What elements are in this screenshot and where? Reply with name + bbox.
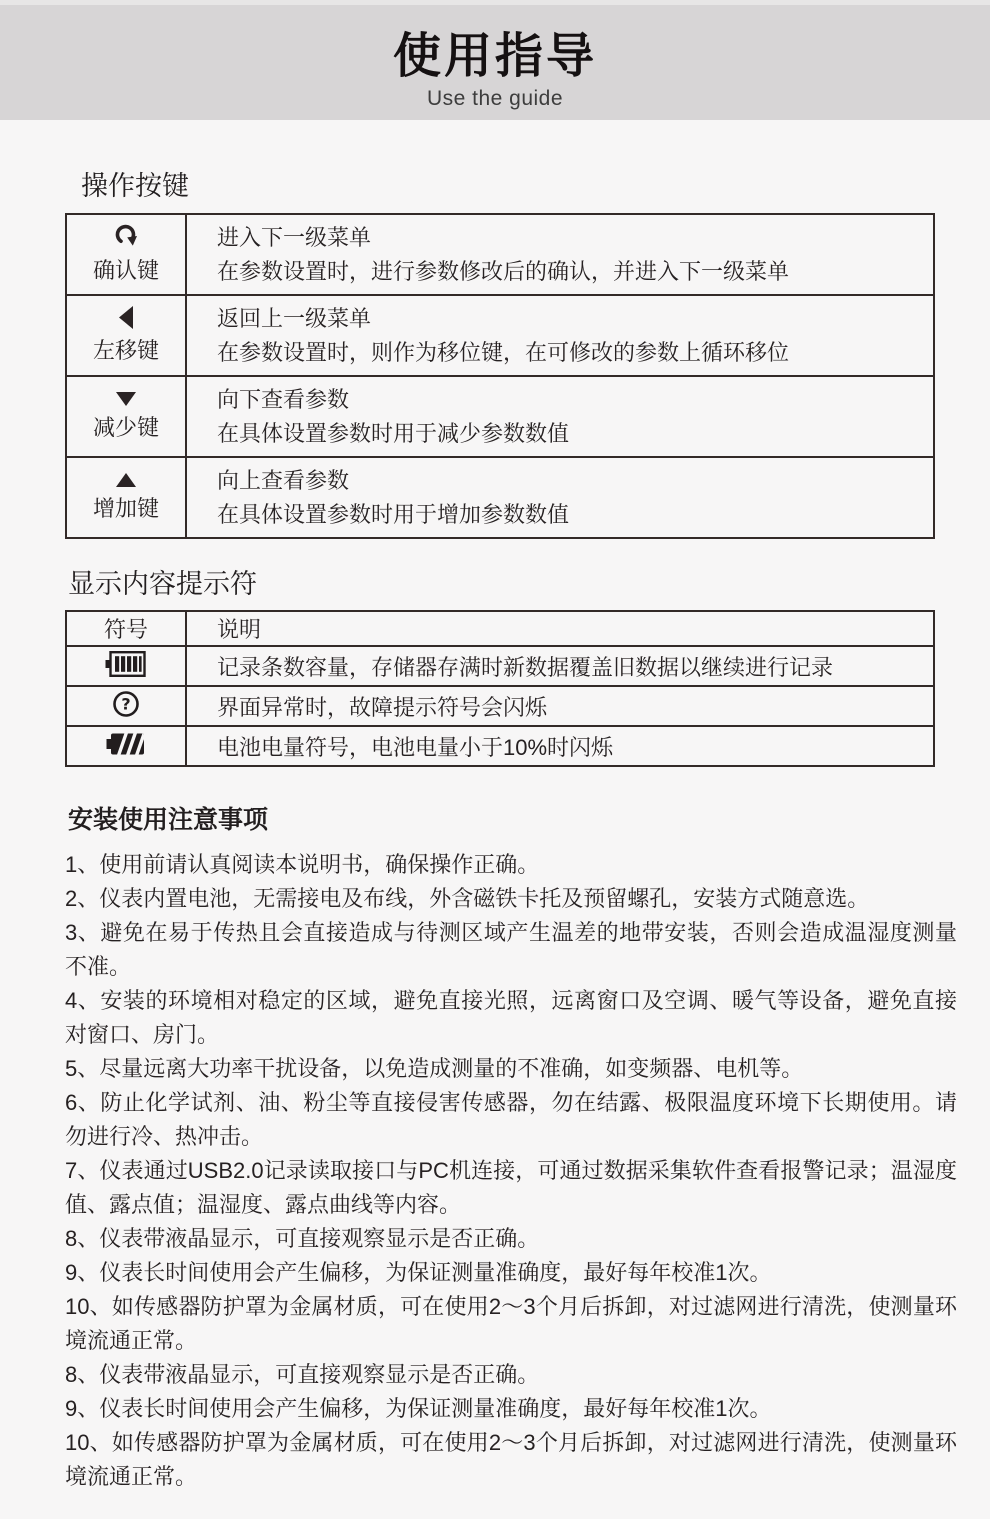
record-capacity-icon — [105, 650, 147, 678]
note-item: 5、尽量远离大功率干扰设备，以免造成测量的不准确，如变频器、电机等。 — [65, 1056, 804, 1081]
column-header-description: 说明 — [186, 611, 934, 646]
note-item: 9、仪表长时间使用会产生偏移，为保证测量准确度，最好每年校准1次。 — [65, 1396, 772, 1421]
section-heading-keys: 操作按键 — [81, 171, 189, 201]
down-arrow-icon — [116, 392, 136, 406]
key-label: 左移键 — [92, 338, 159, 363]
page-subtitle: Use the guide — [426, 87, 564, 110]
note-item: 7、仪表通过USB2.0记录读取接口与PC机连接，可通过数据采集软件查看报警记录；温湿度值、露点值；温湿度、露点曲线等内容。 — [65, 1158, 957, 1217]
key-desc-line: 在具体设置参数时用于减少参数数值 — [217, 420, 570, 446]
key-desc-line: 进入下一级菜单 — [217, 224, 372, 250]
note-item: 8、仪表带液晶显示，可直接观察显示是否正确。 — [65, 1362, 540, 1387]
note-item: 10、如传感器防护罩为金属材质，可在使用2～3个月后拆卸，对过滤网进行清洗，使测量环境流通正常。 — [65, 1430, 957, 1489]
symbol-description: 界面异常时，故障提示符号会闪烁 — [186, 686, 934, 726]
notes-list — [65, 848, 957, 1494]
note-item: 2、仪表内置电池，无需接电及布线，外含磁铁卡托及预留螺孔，安装方式随意选。 — [65, 886, 870, 911]
key-label: 增加键 — [92, 495, 159, 521]
note-item: 4、安装的环境相对稳定的区域，避免直接光照，远离窗口及空调、暖气等设备，避免直接对窗口、房门。 — [65, 988, 957, 1047]
note-item: 1、使用前请认真阅读本说明书，确保操作正确。 — [65, 852, 540, 877]
table-row — [66, 214, 934, 295]
key-desc-line: 向上查看参数 — [217, 467, 350, 493]
key-desc-line: 返回上一级菜单 — [217, 305, 372, 331]
left-arrow-icon — [119, 306, 134, 329]
column-header-symbol: 符号 — [66, 611, 186, 646]
table-row — [66, 376, 934, 457]
note-item: 6、防止化学试剂、油、粉尘等直接侵害传感器，勿在结露、极限温度环境下长期使用。请勿进行冷、热冲击。 — [65, 1090, 957, 1149]
table-row — [66, 295, 934, 376]
table-row — [66, 457, 934, 538]
table-row — [66, 686, 934, 726]
symbols-table — [65, 610, 935, 767]
svg-text:?: ? — [121, 694, 131, 713]
note-item: 9、仪表长时间使用会产生偏移，为保证测量准确度，最好每年校准1次。 — [65, 1260, 772, 1285]
page-title: 使用指导 — [392, 30, 597, 83]
note-item: 3、避免在易于传热且会直接造成与待测区域产生温差的地带安装，否则会造成温湿度测量不准。 — [65, 920, 957, 979]
question-circle-icon — [112, 690, 140, 718]
symbol-description: 记录条数容量，存储器存满时新数据覆盖旧数据以继续进行记录 — [186, 646, 934, 686]
section-heading-notes: 安装使用注意事项 — [68, 806, 269, 834]
key-desc-line: 在参数设置时，则作为移位键，在可修改的参数上循环移位 — [217, 339, 790, 365]
note-item: 10、如传感器防护罩为金属材质，可在使用2～3个月后拆卸，对过滤网进行清洗，使测量环境流通正常。 — [65, 1294, 957, 1353]
table-row — [66, 646, 934, 686]
key-desc-line: 在参数设置时，进行参数修改后的确认，并进入下一级菜单 — [217, 258, 790, 284]
battery-icon — [106, 731, 146, 757]
section-heading-symbols: 显示内容提示符 — [68, 569, 257, 599]
key-desc-line: 在具体设置参数时用于增加参数数值 — [217, 501, 570, 527]
table-header-row — [66, 611, 934, 646]
key-label: 确认键 — [92, 258, 159, 283]
key-desc-line: 向下查看参数 — [217, 386, 350, 412]
symbol-description: 电池电量符号，电池电量小于10%时闪烁 — [186, 726, 934, 766]
keys-table — [65, 213, 935, 539]
up-arrow-icon — [116, 473, 136, 487]
page-header — [0, 5, 990, 120]
key-label: 减少键 — [92, 414, 159, 440]
note-item: 8、仪表带液晶显示，可直接观察显示是否正确。 — [65, 1226, 540, 1251]
confirm-key-icon — [113, 224, 140, 249]
content — [0, 164, 990, 1494]
table-row — [66, 726, 934, 766]
